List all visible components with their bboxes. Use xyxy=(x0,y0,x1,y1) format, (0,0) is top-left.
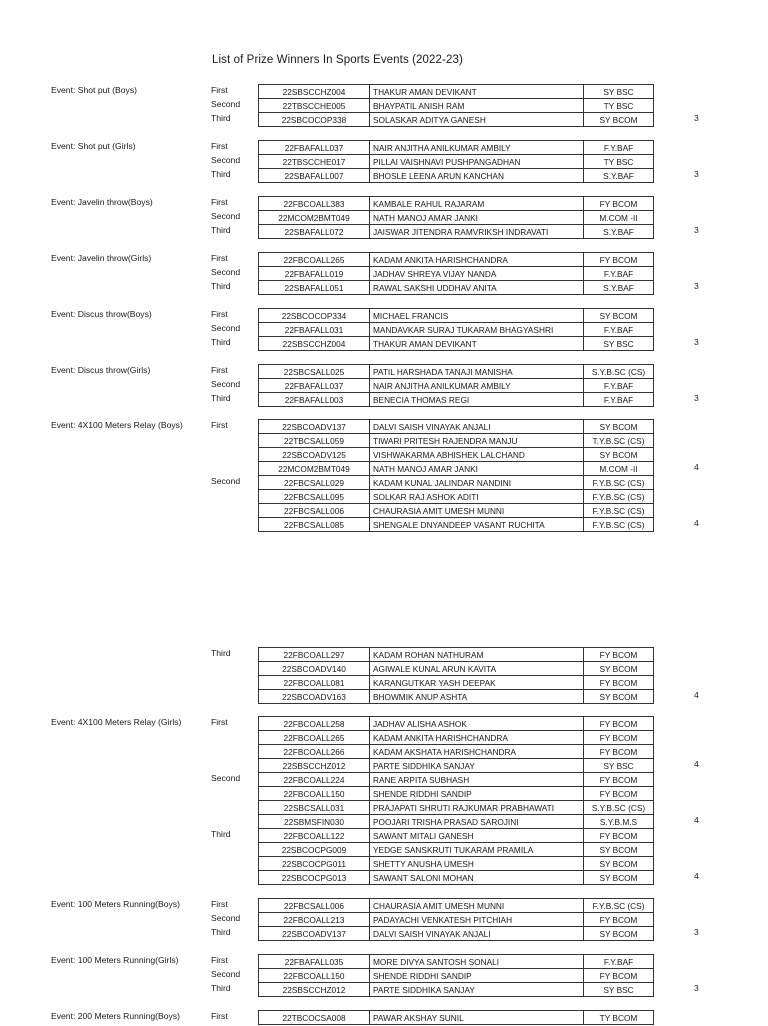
position-label: First xyxy=(211,141,228,151)
roll-number-cell: 22FBCSALL029 xyxy=(259,476,370,490)
table-row xyxy=(259,759,654,773)
participant-count: 3 xyxy=(694,225,699,235)
event-label: Event: Javelin throw(Boys) xyxy=(51,197,153,207)
event-block xyxy=(0,364,768,408)
position-label: Third xyxy=(211,337,231,347)
roll-number-cell: 22FBCOALL081 xyxy=(259,676,370,690)
roll-number-cell: 22SBSCCHZ004 xyxy=(259,337,370,351)
position-label: Second xyxy=(211,969,241,979)
table-row xyxy=(259,211,654,225)
roll-number-cell: 22FBCOALL150 xyxy=(259,969,370,983)
class-cell: F.Y.B.SC (CS) xyxy=(584,490,654,504)
roll-number-cell: 22FBCOALL265 xyxy=(259,731,370,745)
table-row xyxy=(259,773,654,787)
position-label: Third xyxy=(211,648,231,658)
roll-number-cell: 22FBCOALL224 xyxy=(259,773,370,787)
class-cell: F.Y.BAF xyxy=(584,141,654,155)
position-label: Third xyxy=(211,113,231,123)
table-row xyxy=(259,365,654,379)
participant-count: 3 xyxy=(694,281,699,291)
winners-table xyxy=(258,196,654,239)
roll-number-cell: 22FBCOALL258 xyxy=(259,717,370,731)
student-name-cell: SOLKAR RAJ ASHOK ADITI xyxy=(370,490,584,504)
student-name-cell: JAISWAR JITENDRA RAMVRIKSH INDRAVATI xyxy=(370,225,584,239)
table-row xyxy=(259,225,654,239)
student-name-cell: DALVI SAISH VINAYAK ANJALI xyxy=(370,420,584,434)
class-cell: FY BCOM xyxy=(584,648,654,662)
class-cell: FY BCOM xyxy=(584,717,654,731)
class-cell: FY BCOM xyxy=(584,197,654,211)
event-block xyxy=(0,84,768,128)
position-label: Third xyxy=(211,169,231,179)
student-name-cell: NAIR ANJITHA ANILKUMAR AMBILY xyxy=(370,141,584,155)
roll-number-cell: 22FBAFALL019 xyxy=(259,267,370,281)
student-name-cell: AGIWALE KUNAL ARUN KAVITA xyxy=(370,662,584,676)
position-label: Third xyxy=(211,829,231,839)
student-name-cell: SOLASKAR ADITYA GANESH xyxy=(370,113,584,127)
student-name-cell: PARTE SIDDHIKA SANJAY xyxy=(370,759,584,773)
position-label: Second xyxy=(211,267,241,277)
roll-number-cell: 22FBCSALL095 xyxy=(259,490,370,504)
winners-table xyxy=(258,140,654,183)
roll-number-cell: 22FBCOALL150 xyxy=(259,787,370,801)
class-cell: SY BCOM xyxy=(584,871,654,885)
class-cell: TY BSC xyxy=(584,99,654,113)
participant-count: 4 xyxy=(694,759,699,769)
class-cell: F.Y.BAF xyxy=(584,323,654,337)
winners-table xyxy=(258,364,654,407)
event-block xyxy=(0,419,768,533)
position-label: Second xyxy=(211,379,241,389)
roll-number-cell: 22TBCSALL059 xyxy=(259,434,370,448)
table-row xyxy=(259,899,654,913)
class-cell: SY BCOM xyxy=(584,690,654,704)
table-row xyxy=(259,955,654,969)
roll-number-cell: 22SBAFALL007 xyxy=(259,169,370,183)
table-row xyxy=(259,169,654,183)
table-row xyxy=(259,393,654,407)
roll-number-cell: 22SBCOCOP334 xyxy=(259,309,370,323)
participant-count: 3 xyxy=(694,983,699,993)
roll-number-cell: 22SBCOADV163 xyxy=(259,690,370,704)
roll-number-cell: 22SBCSALL025 xyxy=(259,365,370,379)
class-cell: FY BCOM xyxy=(584,676,654,690)
class-cell: SY BCOM xyxy=(584,927,654,941)
event-label: Event: Discus throw(Boys) xyxy=(51,309,152,319)
roll-number-cell: 22SBAFALL072 xyxy=(259,225,370,239)
table-row xyxy=(259,476,654,490)
class-cell: SY BCOM xyxy=(584,448,654,462)
student-name-cell: JADHAV SHREYA VIJAY NANDA xyxy=(370,267,584,281)
table-row xyxy=(259,253,654,267)
class-cell: S.Y.BAF xyxy=(584,281,654,295)
student-name-cell: RANE ARPITA SUBHASH xyxy=(370,773,584,787)
event-label: Event: 4X100 Meters Relay (Girls) xyxy=(51,717,182,727)
student-name-cell: NAIR ANJITHA ANILKUMAR AMBILY xyxy=(370,379,584,393)
student-name-cell: NATH MANOJ AMAR JANKI xyxy=(370,211,584,225)
position-label: Third xyxy=(211,927,231,937)
participant-count: 4 xyxy=(694,871,699,881)
roll-number-cell: 22FBCOALL383 xyxy=(259,197,370,211)
roll-number-cell: 22SBCOADV137 xyxy=(259,420,370,434)
roll-number-cell: 22FBCOALL213 xyxy=(259,913,370,927)
table-row xyxy=(259,141,654,155)
table-row xyxy=(259,787,654,801)
class-cell: FY BCOM xyxy=(584,829,654,843)
roll-number-cell: 22FBCOALL122 xyxy=(259,829,370,843)
position-label: Second xyxy=(211,155,241,165)
student-name-cell: DALVI SAISH VINAYAK ANJALI xyxy=(370,927,584,941)
event-label: Event: 4X100 Meters Relay (Boys) xyxy=(51,420,183,430)
roll-number-cell: 22SBCOADV125 xyxy=(259,448,370,462)
roll-number-cell: 22SBSCCHZ004 xyxy=(259,85,370,99)
roll-number-cell: 22TBCOCSA008 xyxy=(259,1011,370,1025)
student-name-cell: KADAM ANKITA HARISHCHANDRA xyxy=(370,731,584,745)
table-row xyxy=(259,420,654,434)
class-cell: F.Y.B.SC (CS) xyxy=(584,504,654,518)
class-cell: F.Y.BAF xyxy=(584,955,654,969)
table-row xyxy=(259,155,654,169)
table-row xyxy=(259,518,654,532)
table-row xyxy=(259,731,654,745)
winners-table xyxy=(258,647,654,704)
table-row xyxy=(259,662,654,676)
event-block xyxy=(0,954,768,998)
roll-number-cell: 22FBAFALL003 xyxy=(259,393,370,407)
roll-number-cell: 22MCOM2BMT049 xyxy=(259,211,370,225)
student-name-cell: CHAURASIA AMIT UMESH MUNNI xyxy=(370,504,584,518)
roll-number-cell: 22SBCOCPG013 xyxy=(259,871,370,885)
participant-count: 4 xyxy=(694,815,699,825)
event-label: Event: Discus throw(Girls) xyxy=(51,365,151,375)
position-label: First xyxy=(211,899,228,909)
class-cell: SY BCOM xyxy=(584,843,654,857)
event-block xyxy=(0,647,768,705)
class-cell: SY BCOM xyxy=(584,420,654,434)
class-cell: TY BCOM xyxy=(584,1011,654,1025)
class-cell: S.Y.B.SC (CS) xyxy=(584,801,654,815)
roll-number-cell: 22SBCOCPG011 xyxy=(259,857,370,871)
position-label: Second xyxy=(211,773,241,783)
table-row xyxy=(259,648,654,662)
student-name-cell: BHAYPATIL ANISH RAM xyxy=(370,99,584,113)
position-label: First xyxy=(211,309,228,319)
student-name-cell: MORE DIVYA SANTOSH SONALI xyxy=(370,955,584,969)
table-row xyxy=(259,857,654,871)
table-row xyxy=(259,309,654,323)
student-name-cell: PAWAR AKSHAY SUNIL xyxy=(370,1011,584,1025)
roll-number-cell: 22FBAFALL035 xyxy=(259,955,370,969)
document-title: List of Prize Winners In Sports Events (2022-23) xyxy=(212,54,463,66)
student-name-cell: PILLAI VAISHNAVI PUSHPANGADHAN xyxy=(370,155,584,169)
table-row xyxy=(259,815,654,829)
student-name-cell: BHOWMIK ANUP ASHTA xyxy=(370,690,584,704)
roll-number-cell: 22SBCSALL031 xyxy=(259,801,370,815)
student-name-cell: PARTE SIDDHIKA SANJAY xyxy=(370,983,584,997)
class-cell: FY BCOM xyxy=(584,773,654,787)
class-cell: FY BCOM xyxy=(584,745,654,759)
student-name-cell: SAWANT SALONI MOHAN xyxy=(370,871,584,885)
table-row xyxy=(259,690,654,704)
roll-number-cell: 22SBAFALL051 xyxy=(259,281,370,295)
event-label: Event: Javelin throw(Girls) xyxy=(51,253,152,263)
table-row xyxy=(259,843,654,857)
class-cell: FY BCOM xyxy=(584,969,654,983)
student-name-cell: TIWARI PRITESH RAJENDRA MANJU xyxy=(370,434,584,448)
class-cell: SY BCOM xyxy=(584,662,654,676)
position-label: Second xyxy=(211,99,241,109)
class-cell: S.Y.BAF xyxy=(584,225,654,239)
position-label: First xyxy=(211,365,228,375)
roll-number-cell: 22TBSCCHE005 xyxy=(259,99,370,113)
class-cell: F.Y.B.SC (CS) xyxy=(584,899,654,913)
class-cell: SY BCOM xyxy=(584,309,654,323)
event-block xyxy=(0,196,768,240)
roll-number-cell: 22FBCOALL266 xyxy=(259,745,370,759)
student-name-cell: KARANGUTKAR YASH DEEPAK xyxy=(370,676,584,690)
roll-number-cell: 22FBAFALL037 xyxy=(259,379,370,393)
class-cell: S.Y.BAF xyxy=(584,169,654,183)
student-name-cell: RAWAL SAKSHI UDDHAV ANITA xyxy=(370,281,584,295)
event-label: Event: 100 Meters Running(Boys) xyxy=(51,899,180,909)
roll-number-cell: 22FBAFALL037 xyxy=(259,141,370,155)
student-name-cell: KADAM ROHAN NATHURAM xyxy=(370,648,584,662)
table-row xyxy=(259,337,654,351)
roll-number-cell: 22FBCSALL006 xyxy=(259,504,370,518)
table-row xyxy=(259,871,654,885)
class-cell: FY BCOM xyxy=(584,913,654,927)
table-row xyxy=(259,913,654,927)
winners-table xyxy=(258,898,654,941)
event-label: Event: 100 Meters Running(Girls) xyxy=(51,955,179,965)
position-label: Third xyxy=(211,281,231,291)
table-row xyxy=(259,448,654,462)
position-label: Third xyxy=(211,983,231,993)
roll-number-cell: 22SBCOADV140 xyxy=(259,662,370,676)
participant-count: 4 xyxy=(694,518,699,528)
roll-number-cell: 22SBCOADV137 xyxy=(259,927,370,941)
student-name-cell: POOJARI TRISHA PRASAD SAROJINI xyxy=(370,815,584,829)
table-row xyxy=(259,676,654,690)
class-cell: F.Y.B.SC (CS) xyxy=(584,476,654,490)
student-name-cell: KADAM AKSHATA HARISHCHANDRA xyxy=(370,745,584,759)
class-cell: SY BSC xyxy=(584,337,654,351)
student-name-cell: KAMBALE RAHUL RAJARAM xyxy=(370,197,584,211)
participant-count: 3 xyxy=(694,337,699,347)
participant-count: 3 xyxy=(694,393,699,403)
student-name-cell: VISHWAKARMA ABHISHEK LALCHAND xyxy=(370,448,584,462)
table-row xyxy=(259,504,654,518)
student-name-cell: KADAM ANKITA HARISHCHANDRA xyxy=(370,253,584,267)
winners-table xyxy=(258,1010,654,1025)
table-row xyxy=(259,1011,654,1025)
table-row xyxy=(259,801,654,815)
roll-number-cell: 22SBSCCHZ012 xyxy=(259,983,370,997)
position-label: Second xyxy=(211,323,241,333)
student-name-cell: PRAJAPATI SHRUTI RAJKUMAR PRABHAWATI xyxy=(370,801,584,815)
class-cell: F.Y.BAF xyxy=(584,393,654,407)
position-label: Third xyxy=(211,225,231,235)
participant-count: 3 xyxy=(694,113,699,123)
class-cell: T.Y.B.SC (CS) xyxy=(584,434,654,448)
class-cell: SY BSC xyxy=(584,85,654,99)
table-row xyxy=(259,969,654,983)
student-name-cell: MICHAEL FRANCIS xyxy=(370,309,584,323)
student-name-cell: THAKUR AMAN DEVIKANT xyxy=(370,337,584,351)
position-label: Third xyxy=(211,393,231,403)
table-row xyxy=(259,113,654,127)
event-block xyxy=(0,140,768,184)
table-row xyxy=(259,462,654,476)
student-name-cell: PATIL HARSHADA TANAJI MANISHA xyxy=(370,365,584,379)
event-block xyxy=(0,308,768,352)
winners-table xyxy=(258,716,654,885)
roll-number-cell: 22TBSCCHE017 xyxy=(259,155,370,169)
roll-number-cell: 22SBSCCHZ012 xyxy=(259,759,370,773)
table-row xyxy=(259,99,654,113)
class-cell: F.Y.BAF xyxy=(584,267,654,281)
student-name-cell: SHENDE RIDDHI SANDIP xyxy=(370,969,584,983)
table-row xyxy=(259,434,654,448)
class-cell: S.Y.B.SC (CS) xyxy=(584,365,654,379)
position-label: Second xyxy=(211,476,241,486)
class-cell: SY BCOM xyxy=(584,113,654,127)
position-label: First xyxy=(211,717,228,727)
table-row xyxy=(259,745,654,759)
student-name-cell: SHENGALE DNYANDEEP VASANT RUCHITA xyxy=(370,518,584,532)
class-cell: F.Y.B.SC (CS) xyxy=(584,518,654,532)
table-row xyxy=(259,717,654,731)
student-name-cell: MANDAVKAR SURAJ TUKARAM BHAGYASHRI xyxy=(370,323,584,337)
class-cell: M.COM -II xyxy=(584,462,654,476)
class-cell: SY BCOM xyxy=(584,857,654,871)
table-row xyxy=(259,197,654,211)
event-label: Event: Shot put (Girls) xyxy=(51,141,136,151)
roll-number-cell: 22SBCOCPG009 xyxy=(259,843,370,857)
class-cell: SY BSC xyxy=(584,759,654,773)
roll-number-cell: 22FBCOALL297 xyxy=(259,648,370,662)
student-name-cell: PADAYACHI VENKATESH PITCHIAH xyxy=(370,913,584,927)
class-cell: S.Y.B.M.S xyxy=(584,815,654,829)
student-name-cell: YEDGE SANSKRUTI TUKARAM PRAMILA xyxy=(370,843,584,857)
participant-count: 3 xyxy=(694,169,699,179)
class-cell: TY BSC xyxy=(584,155,654,169)
table-row xyxy=(259,267,654,281)
student-name-cell: SHENDE RIDDHI SANDIP xyxy=(370,787,584,801)
position-label: First xyxy=(211,253,228,263)
winners-table xyxy=(258,954,654,997)
winners-table xyxy=(258,419,654,532)
participant-count: 4 xyxy=(694,462,699,472)
student-name-cell: KADAM KUNAL JALINDAR NANDINI xyxy=(370,476,584,490)
position-label: First xyxy=(211,197,228,207)
position-label: First xyxy=(211,420,228,430)
table-row xyxy=(259,490,654,504)
student-name-cell: NATH MANOJ AMAR JANKI xyxy=(370,462,584,476)
roll-number-cell: 22FBCOALL265 xyxy=(259,253,370,267)
position-label: First xyxy=(211,1011,228,1021)
student-name-cell: SAWANT MITALI GANESH xyxy=(370,829,584,843)
student-name-cell: BENECIA THOMAS REGI xyxy=(370,393,584,407)
table-row xyxy=(259,281,654,295)
event-label: Event: Shot put (Boys) xyxy=(51,85,137,95)
class-cell: FY BCOM xyxy=(584,787,654,801)
winners-table xyxy=(258,84,654,127)
table-row xyxy=(259,323,654,337)
roll-number-cell: 22FBCSALL006 xyxy=(259,899,370,913)
roll-number-cell: 22FBAFALL031 xyxy=(259,323,370,337)
position-label: Second xyxy=(211,913,241,923)
class-cell: SY BSC xyxy=(584,983,654,997)
student-name-cell: JADHAV ALISHA ASHOK xyxy=(370,717,584,731)
roll-number-cell: 22FBCSALL085 xyxy=(259,518,370,532)
position-label: First xyxy=(211,955,228,965)
event-block xyxy=(0,252,768,296)
event-block xyxy=(0,716,768,886)
student-name-cell: THAKUR AMAN DEVIKANT xyxy=(370,85,584,99)
student-name-cell: SHETTY ANUSHA UMESH xyxy=(370,857,584,871)
class-cell: FY BCOM xyxy=(584,731,654,745)
table-row xyxy=(259,829,654,843)
student-name-cell: BHOSLE LEENA ARUN KANCHAN xyxy=(370,169,584,183)
event-label: Event: 200 Meters Running(Boys) xyxy=(51,1011,180,1021)
participant-count: 3 xyxy=(694,927,699,937)
participant-count: 4 xyxy=(694,690,699,700)
position-label: First xyxy=(211,85,228,95)
class-cell: FY BCOM xyxy=(584,253,654,267)
roll-number-cell: 22SBCOCOP338 xyxy=(259,113,370,127)
table-row xyxy=(259,379,654,393)
winners-table xyxy=(258,252,654,295)
roll-number-cell: 22SBMSFIN030 xyxy=(259,815,370,829)
roll-number-cell: 22MCOM2BMT049 xyxy=(259,462,370,476)
event-block xyxy=(0,898,768,942)
student-name-cell: CHAURASIA AMIT UMESH MUNNI xyxy=(370,899,584,913)
table-row xyxy=(259,927,654,941)
winners-table xyxy=(258,308,654,351)
position-label: Second xyxy=(211,211,241,221)
class-cell: F.Y.BAF xyxy=(584,379,654,393)
table-row xyxy=(259,983,654,997)
class-cell: M.COM -II xyxy=(584,211,654,225)
table-row xyxy=(259,85,654,99)
